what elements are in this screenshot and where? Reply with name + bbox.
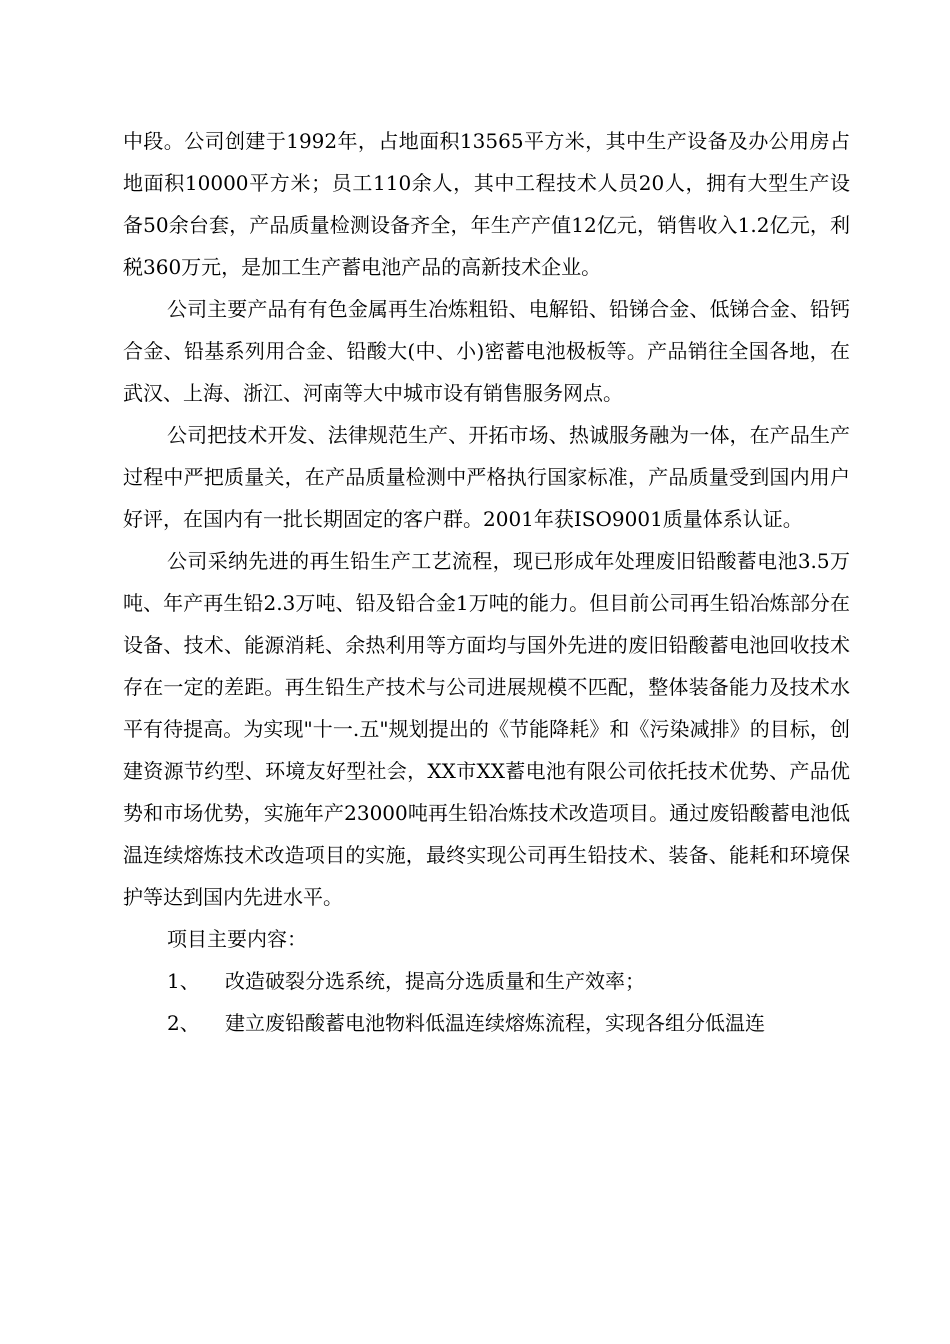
- list-item: [123, 1002, 850, 1044]
- paragraph-quality-management: 公司把技术开发、法律规范生产、开拓市场、热诚服务融为一体，在产品生产过程中严把质量关，在产品质量检测中严格执行国家标准，产品质量受到国内用户好评，在国内有一批长期固定的客户群。2001年获ISO9001质量体系认证。: [123, 423, 850, 531]
- list-item-number: 2、: [167, 1011, 200, 1035]
- document-body: [123, 120, 850, 1044]
- paragraph-project-background: 公司采纳先进的再生铅生产工艺流程，现已形成年处理废旧铅酸蓄电池3.5万吨、年产再生铅2.3万吨、铅及铅合金1万吨的能力。但目前公司再生铅冶炼部分在设备、技术、能源消耗、余热利用等方面均与国外先进的废旧铅酸蓄电池回收技术存在一定的差距。再生铅生产技术与公司进展规模不匹配，整体装备能力及技术水平有待提高。为实现"十一.五"规划提出的《节能降耗》和《污染减排》的目标，创建资源节约型、环境友好型社会，XX市XX蓄电池有限公司依托技术优势、产品优势和市场优势，实施年产23000吨再生铅冶炼技术改造项目。通过废铅酸蓄电池低温连续熔炼技术改造项目的实施，最终实现公司再生铅技术、装备、能耗和环境保护等达到国内先进水平。: [123, 549, 850, 909]
- paragraph-company-overview: 中段。公司创建于1992年，占地面积13565平方米，其中生产设备及办公用房占地面积10000平方米；员工110余人，其中工程技术人员20人，拥有大型生产设备50余台套，产品质量检测设备齐全，年生产产值12亿元，销售收入1.2亿元，利税360万元，是加工生产蓄电池产品的高新技术企业。: [123, 129, 850, 279]
- paragraph-main-products: 公司主要产品有有色金属再生冶炼粗铅、电解铅、铅锑合金、低锑合金、铅钙合金、铅基系列用合金、铅酸大(中、小)密蓄电池极板等。产品销往全国各地，在武汉、上海、浙江、河南等大中城市设有销售服务网点。: [123, 297, 850, 405]
- list-item-number: 1、: [167, 969, 200, 993]
- list-item: [123, 960, 850, 1002]
- list-item-text: 改造破裂分选系统，提高分选质量和生产效率；: [225, 969, 645, 993]
- section-heading-project-content: 项目主要内容：: [167, 927, 307, 951]
- list-item-text: 建立废铅酸蓄电池物料低温连续熔炼流程，实现各组分低温连: [225, 1011, 765, 1035]
